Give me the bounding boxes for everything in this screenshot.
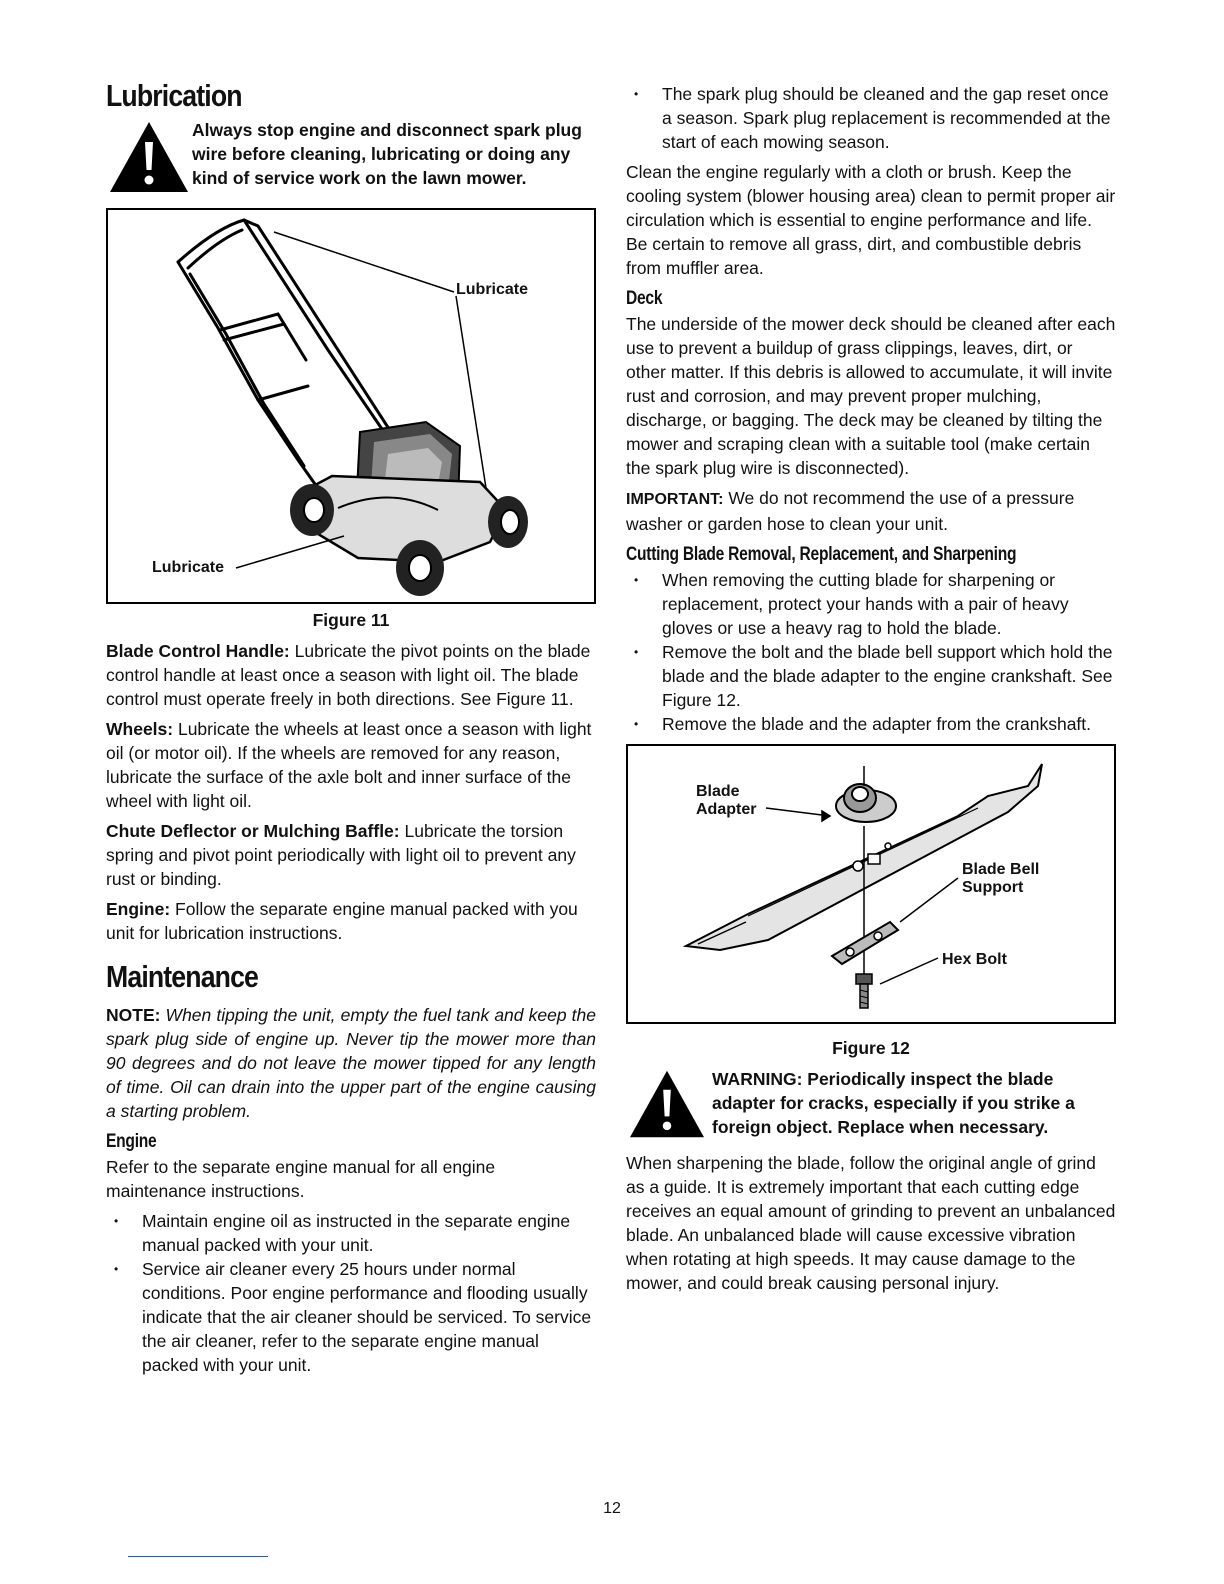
hex-bolt-part	[856, 974, 872, 1008]
list-item: • Remove the blade and the adapter from the crankshaft.	[626, 712, 1116, 736]
right-column	[626, 82, 1116, 1301]
blade-handle-label: Blade Control Handle:	[106, 641, 290, 661]
page-number: 12	[603, 1500, 621, 1517]
warning-blade-adapter	[626, 1067, 1116, 1141]
blade-control-handle-para	[106, 639, 596, 711]
warning-stop-engine	[106, 118, 596, 196]
list-item: • Service air cleaner every 25 hours under normal conditions. Poor engine performance and flooding usually indicate that the air cleaner should be serviced. To service the air cleaner, refer to the separate engine manual packed with your unit.	[106, 1257, 596, 1377]
figure-11-caption: Figure 11	[312, 610, 390, 630]
wheel-rear	[396, 540, 444, 596]
wheels-para	[106, 717, 596, 813]
chute-label: Chute Deflector or Mulching Baffle:	[106, 821, 400, 841]
clean-engine-para: Clean the engine regularly with a cloth or brush. Keep the cooling system (blower housing area) clean to permit proper air circulation which is essential to engine performance and life. Be certain to remove all grass, dirt, and combustible debris from muffler area.	[626, 162, 1116, 278]
spark-plug-list	[626, 82, 1116, 154]
blade-bell-support-part	[832, 922, 898, 964]
engine-bullet-list	[106, 1209, 596, 1377]
chute-text: Lubricate the torsion spring and pivot point periodically with light oil to prevent any rust or binding.	[106, 821, 576, 889]
sharpen-para: When sharpening the blade, follow the original angle of grind as a guide. It is extremely important that each cutting edge receives an equal amount of grinding to prevent an unbalanced blade. An unbalanced blade will cause excessive vibration when rotating at high speeds. It may cause damage to the mower, and could break causing personal injury.	[626, 1153, 1116, 1293]
deck-heading: Deck	[626, 288, 663, 309]
warning-text: WARNING: Periodically inspect the blade adapter for cracks, especially if you strike a foreign object. Replace when necessary.	[712, 1069, 1075, 1137]
maintenance-title: Maintenance	[106, 959, 259, 994]
warning-text: Always stop engine and disconnect spark plug wire before cleaning, lubricating or doing any kind of service work on the lawn mower.	[192, 120, 582, 188]
figure-12	[626, 744, 1116, 1024]
callout-support: Support	[962, 879, 1024, 896]
wheels-text: Lubricate the wheels at least once a season with light oil (or motor oil). If the wheels are removed for any reason, lubricate the surface of the axle bolt and inner surface of the wheel with light oil.	[106, 719, 592, 811]
lubrication-title: Lubrication	[106, 78, 242, 113]
list-item: • The spark plug should be cleaned and the gap reset once a season. Spark plug replacement is recommended at the start of each mowing season.	[626, 82, 1116, 154]
engine-maint-para: Refer to the separate engine manual for all engine maintenance instructions.	[106, 1157, 496, 1201]
warning-triangle-icon	[626, 1067, 708, 1141]
bottom-rule	[128, 1556, 268, 1557]
list-item: • Remove the bolt and the blade bell support which hold the blade and the blade adapter to the engine crankshaft. See Figure 12.	[626, 640, 1116, 712]
engine-heading: Engine	[106, 1131, 157, 1152]
left-column	[106, 78, 596, 1383]
important-para	[626, 486, 1116, 536]
wheels-label: Wheels:	[106, 719, 174, 739]
note-text: When tipping the unit, empty the fuel tank and keep the spark plug side of engine up. Never tip the mower more than 90 degrees and do not leave the mower tipped for any length of time. Oil can drain into the upper part of the engine causing a starting problem.	[106, 1005, 596, 1121]
lawn-mower-illustration	[108, 210, 594, 602]
figure-11	[106, 208, 596, 604]
callout-blade-bell: Blade Bell	[962, 861, 1040, 878]
warning-triangle-icon	[106, 118, 192, 196]
engine-label: Engine:	[106, 899, 171, 919]
blade-adapter-part	[836, 766, 896, 822]
callout-blade: Blade	[696, 783, 740, 800]
callout-adapter: Adapter	[696, 801, 757, 818]
callout-hex-bolt: Hex Bolt	[942, 951, 1007, 968]
callout-lubricate-top: Lubricate	[456, 281, 529, 298]
deck-para: The underside of the mower deck should be cleaned after each use to prevent a buildup of grass clippings, leaves, dirt, or other matter. If this debris is allowed to accumulate, it will invite rust and corrosion, and may prevent proper mulching, discharge, or bagging. The deck may be cleaned by tilting the mower and scraping clean with a suitable tool (make certain the spark plug wire is disconnected).	[626, 314, 1116, 478]
callout-lubricate-bottom: Lubricate	[152, 559, 225, 576]
engine-lube-para	[106, 897, 596, 945]
chute-para	[106, 819, 596, 891]
note-label: NOTE:	[106, 1005, 161, 1025]
important-label: IMPORTANT:	[626, 491, 724, 508]
important-text: We do not recommend the use of a pressure washer or garden hose to clean your unit.	[626, 488, 1075, 534]
note-para	[106, 1003, 596, 1123]
engine-text: Follow the separate engine manual packed with you unit for lubrication instructions.	[106, 899, 578, 943]
blade-bullet-list	[626, 568, 1116, 736]
list-item: • Maintain engine oil as instructed in the separate engine manual packed with your unit.	[106, 1209, 596, 1257]
wheel-right-front	[488, 496, 528, 548]
list-item: • When removing the cutting blade for sharpening or replacement, protect your hands with a pair of heavy gloves or use a heavy rag to hold the blade.	[626, 568, 1116, 640]
blade-heading: Cutting Blade Removal, Replacement, and Sharpening	[626, 544, 1017, 565]
blade-handle-text: Lubricate the pivot points on the blade control handle at least once a season with light oil. The blade control must operate freely in both directions. See Figure 11.	[106, 641, 591, 709]
figure-12-caption: Figure 12	[832, 1038, 910, 1058]
wheel-left-front	[290, 484, 334, 536]
